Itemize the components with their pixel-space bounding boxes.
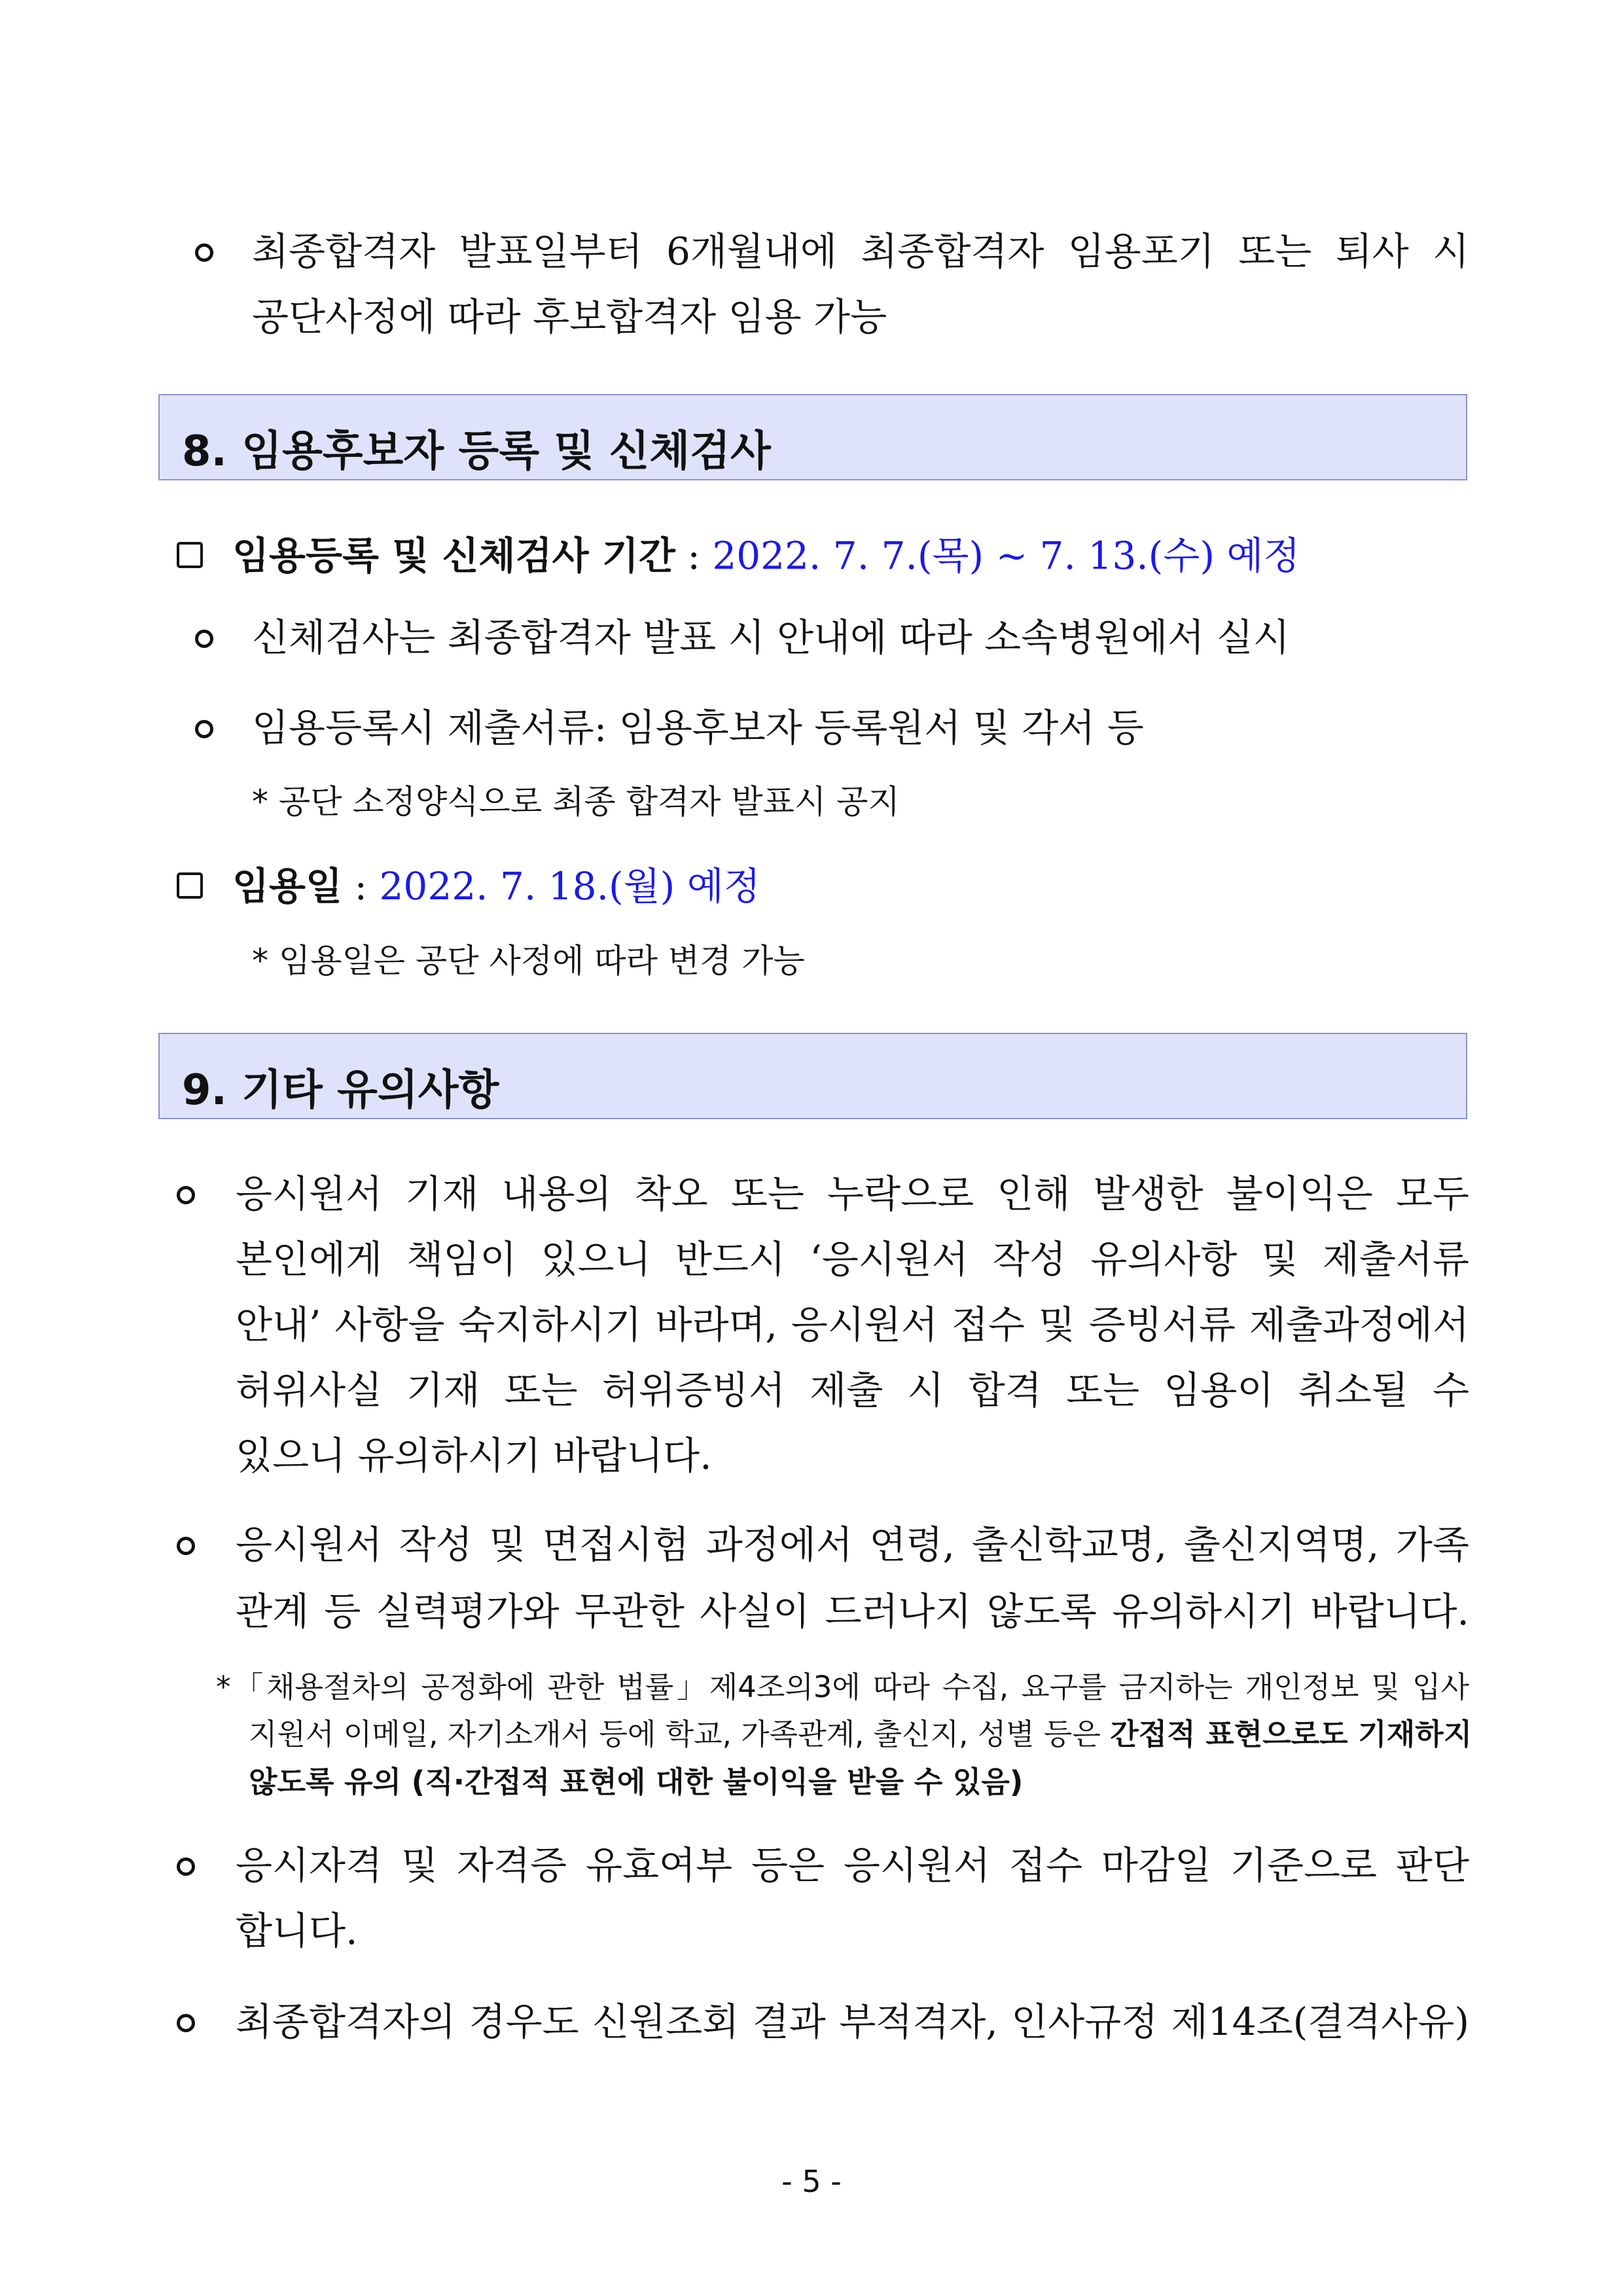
circle-bullet-icon — [177, 1537, 195, 1555]
section-8-note-1: * 공단 소정양식으로 최종 합격자 발표시 공지 — [252, 783, 900, 821]
circle-bullet-icon — [195, 720, 213, 738]
section-9-bullet-1-line-2: 본인에게 책임이 있으니 반드시 ‘응시원서 작성 유의사항 및 제출서류 — [236, 1237, 1469, 1282]
appointment-date-separator: : — [342, 864, 380, 908]
appointment-date-label: 임용일 — [232, 864, 343, 908]
section-8-heading-box — [158, 394, 1467, 480]
top-bullet-line-2: 공단사정에 따라 후보합격자 임용 가능 — [252, 295, 887, 339]
section-9-note-line-2-emphasis: 간접적 표현으로도 기재하지 — [1110, 1717, 1472, 1751]
registration-period — [232, 533, 1300, 578]
section-9-bullet-3-line-1: 응시자격 및 자격증 유효여부 등은 응시원서 접수 마감일 기준으로 판단 — [236, 1843, 1469, 1888]
section-8-heading: 8. 임용후보자 등록 및 신체검사 — [182, 427, 771, 476]
section-9-bullet-1-line-3: 안내’ 사항을 숙지하시기 바라며, 응시원서 접수 및 증빙서류 제출과정에서 — [236, 1302, 1469, 1347]
circle-bullet-icon — [177, 1857, 195, 1876]
section-9-note-line-3: 않도록 유의 (직·간접적 표현에 대한 불이익을 받을 수 있음) — [249, 1765, 1024, 1799]
square-bullet-icon — [177, 542, 203, 568]
section-9-bullet-1-line-1: 응시원서 기재 내용의 착오 또는 누락으로 인해 발생한 불이익은 모두 — [236, 1172, 1469, 1216]
section-9-bullet-1-line-4: 허위사실 기재 또는 허위증빙서 제출 시 합격 또는 임용이 취소될 수 — [236, 1368, 1469, 1412]
section-9-note-line-1: *「채용절차의 공정화에 관한 법률」제4조의3에 따라 수집, 요구를 금지하는 개인정보 및 입사 — [216, 1670, 1469, 1704]
circle-bullet-icon — [195, 243, 213, 262]
page-number: - 5 - — [781, 2164, 842, 2199]
circle-bullet-icon — [177, 2014, 195, 2032]
section-8-bullet-1: 신체검사는 최종합격자 발표 시 안내에 따라 소속병원에서 실시 — [252, 615, 1290, 660]
section-9-heading-box — [158, 1033, 1467, 1119]
registration-period-separator: : — [675, 533, 713, 578]
section-9-bullet-3-line-2: 합니다. — [236, 1909, 358, 1953]
square-bullet-icon — [177, 872, 203, 899]
section-9-note-line-2-text: 지원서 이메일, 자기소개서 등에 학교, 가족관계, 출신지, 성별 등은 — [249, 1717, 1111, 1751]
section-9-bullet-1-line-5: 있으니 유의하시기 바랍니다. — [236, 1433, 712, 1478]
registration-period-value: 2022. 7. 7.(목) ∼ 7. 13.(수) 예정 — [712, 533, 1300, 578]
section-8-note-2: * 임용일은 공단 사정에 따라 변경 가능 — [252, 942, 805, 980]
circle-bullet-icon — [195, 630, 213, 648]
section-8-bullet-2: 임용등록시 제출서류: 임용후보자 등록원서 및 각서 등 — [252, 706, 1144, 750]
section-9-bullet-2-line-1: 응시원서 작성 및 면접시험 과정에서 연령, 출신학교명, 출신지역명, 가족 — [236, 1522, 1469, 1567]
section-9-bullet-2-line-2: 관계 등 실력평가와 무관한 사실이 드러나지 않도록 유의하시기 바랍니다. — [236, 1589, 1469, 1634]
section-9-bullet-4: 최종합격자의 경우도 신원조회 결과 부적격자, 인사규정 제14조(결격사유) — [236, 2000, 1469, 2044]
top-bullet-line-1: 최종합격자 발표일부터 6개월내에 최종합격자 임용포기 또는 퇴사 시 — [252, 229, 1469, 274]
section-9-note-line-2 — [249, 1719, 1472, 1749]
circle-bullet-icon — [177, 1186, 195, 1204]
section-9-heading: 9. 기타 유의사항 — [182, 1066, 499, 1115]
appointment-date — [232, 864, 760, 908]
registration-period-label: 임용등록 및 신체검사 기간 — [232, 533, 675, 578]
appointment-date-value: 2022. 7. 18.(월) 예정 — [379, 864, 760, 908]
